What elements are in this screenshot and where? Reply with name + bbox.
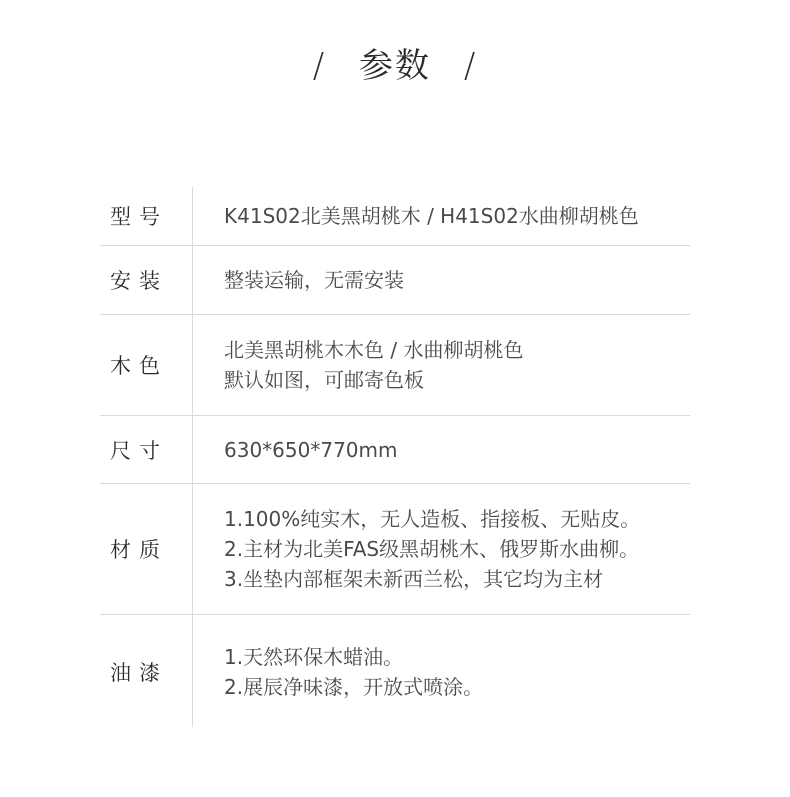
spec-row-dimensions bbox=[100, 416, 690, 484]
spec-value-line: 1.100%纯实木，无人造板、指接板、无贴皮。 bbox=[224, 507, 641, 531]
spec-value-line: K41S02北美黑胡桃木 / H41S02水曲柳胡桃色 bbox=[224, 204, 639, 228]
spec-value-line: 2.主材为北美FAS级黑胡桃木、俄罗斯水曲柳。 bbox=[224, 537, 640, 561]
spec-value bbox=[192, 504, 640, 594]
spec-row-model bbox=[100, 187, 690, 246]
spec-value-line: 3.坐垫内部框架未新西兰松，其它均为主材 bbox=[224, 567, 604, 591]
spec-value-line: 默认如图，可邮寄色板 bbox=[224, 368, 424, 392]
spec-label: 油漆 bbox=[110, 661, 168, 685]
spec-value-line: 630*650*770mm bbox=[224, 437, 398, 462]
spec-label: 尺寸 bbox=[110, 438, 168, 463]
spec-value-line: 整装运输，无需安装 bbox=[224, 268, 404, 292]
spec-table bbox=[100, 187, 690, 729]
spec-label: 安装 bbox=[110, 269, 168, 293]
page-title bbox=[0, 40, 790, 92]
spec-row-installation bbox=[100, 246, 690, 315]
title-slash-left: / bbox=[312, 46, 327, 86]
title-text: 参数 bbox=[359, 46, 431, 86]
spec-label: 材质 bbox=[110, 538, 168, 562]
spec-value bbox=[192, 435, 398, 465]
spec-row-finish bbox=[100, 615, 690, 729]
spec-row-wood-color bbox=[100, 315, 690, 416]
spec-row-material bbox=[100, 484, 690, 615]
spec-value-line: 2.展辰净味漆，开放式喷涂。 bbox=[224, 675, 484, 699]
spec-value-line: 1.天然环保木蜡油。 bbox=[224, 645, 404, 669]
spec-value bbox=[192, 201, 639, 231]
title-slash-right: / bbox=[463, 46, 478, 86]
spec-value bbox=[192, 265, 404, 295]
spec-label: 型号 bbox=[110, 205, 168, 229]
spec-label: 木色 bbox=[110, 354, 168, 378]
spec-value bbox=[192, 335, 523, 395]
spec-value-line: 北美黑胡桃木木色 / 水曲柳胡桃色 bbox=[224, 338, 524, 362]
spec-value bbox=[192, 642, 483, 702]
